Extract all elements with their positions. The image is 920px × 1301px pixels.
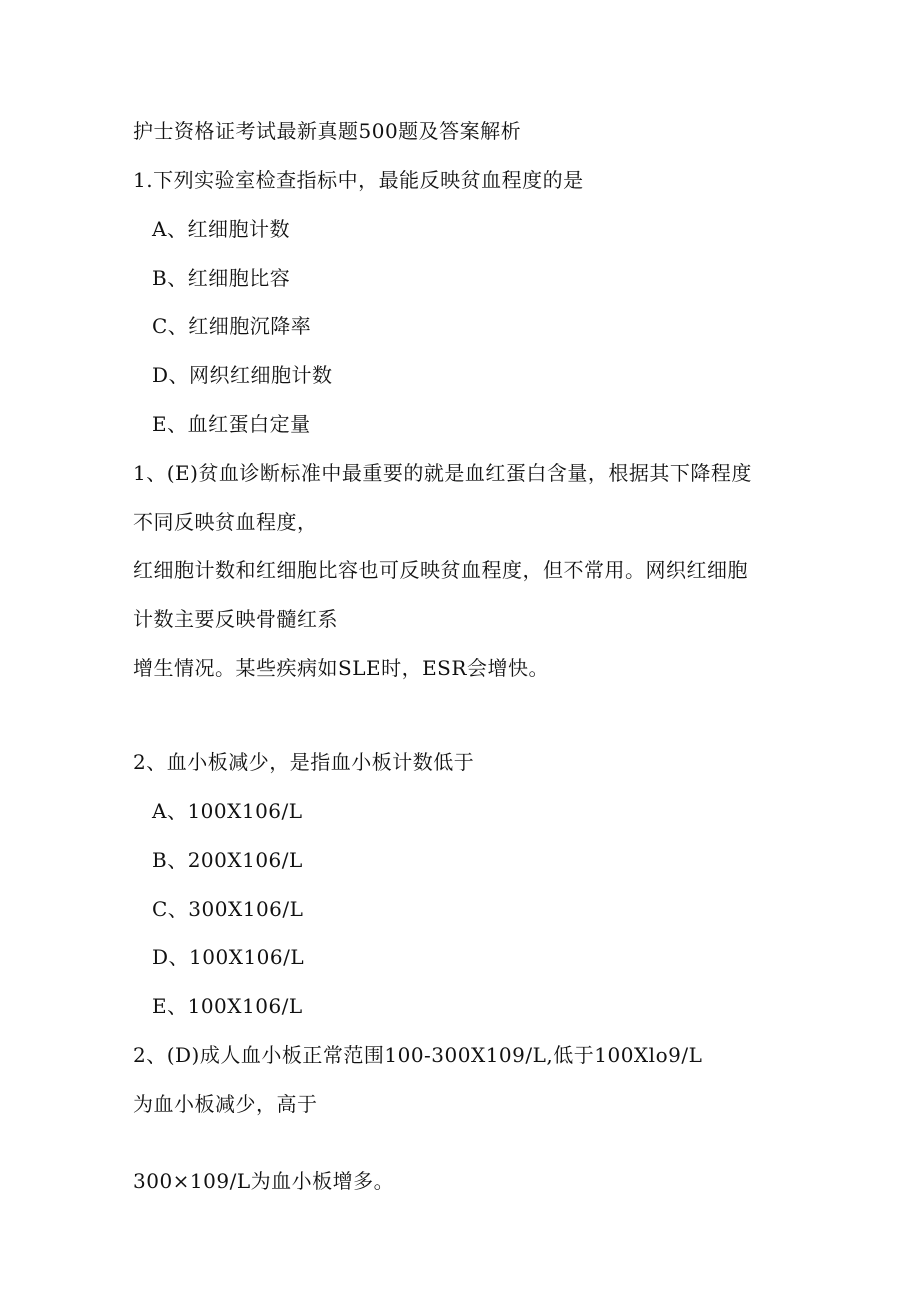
question-2-option-a: A、100X106/L <box>152 799 303 823</box>
document-title: 护士资格证考试最新真题500题及答案解析 <box>133 119 522 143</box>
question-2-answer-line: 为血小板减少，高于 <box>133 1092 318 1116</box>
question-2-option-c: C、300X106/L <box>152 897 304 921</box>
question-2-option-b: B、200X106/L <box>152 848 303 872</box>
question-2-answer-line: 2、(D)成人血小板正常范围100-300X109/L,低于100Xlo9/L <box>133 1043 703 1067</box>
question-2-answer-line: 300×109/L为血小板增多。 <box>133 1169 395 1193</box>
question-1-stem: 1.下列实验室检查指标中，最能反映贫血程度的是 <box>133 168 584 192</box>
question-2-option-e: E、100X106/L <box>152 994 303 1018</box>
question-1-answer-line: 增生情况。某些疾病如SLE时，ESR会增快。 <box>133 656 549 680</box>
question-2-stem: 2、血小板减少，是指血小板计数低于 <box>133 750 475 774</box>
question-1-option-d: D、网织红细胞计数 <box>152 363 333 387</box>
question-1-answer-line: 红细胞计数和红细胞比容也可反映贫血程度，但不常用。网织红细胞 <box>133 558 748 582</box>
question-1-option-a: A、红细胞计数 <box>152 217 290 241</box>
question-2-option-d: D、100X106/L <box>152 945 305 969</box>
question-1-option-c: C、红细胞沉降率 <box>152 314 312 338</box>
question-1-option-e: E、血红蛋白定量 <box>152 412 311 436</box>
question-1-answer-line: 计数主要反映骨髓红系 <box>133 607 338 631</box>
question-1-option-b: B、红细胞比容 <box>152 266 291 290</box>
question-1-answer-line: 1、(E)贫血诊断标准中最重要的就是血红蛋白含量，根据其下降程度 <box>133 461 752 485</box>
question-1-answer-line: 不同反映贫血程度， <box>133 510 318 534</box>
